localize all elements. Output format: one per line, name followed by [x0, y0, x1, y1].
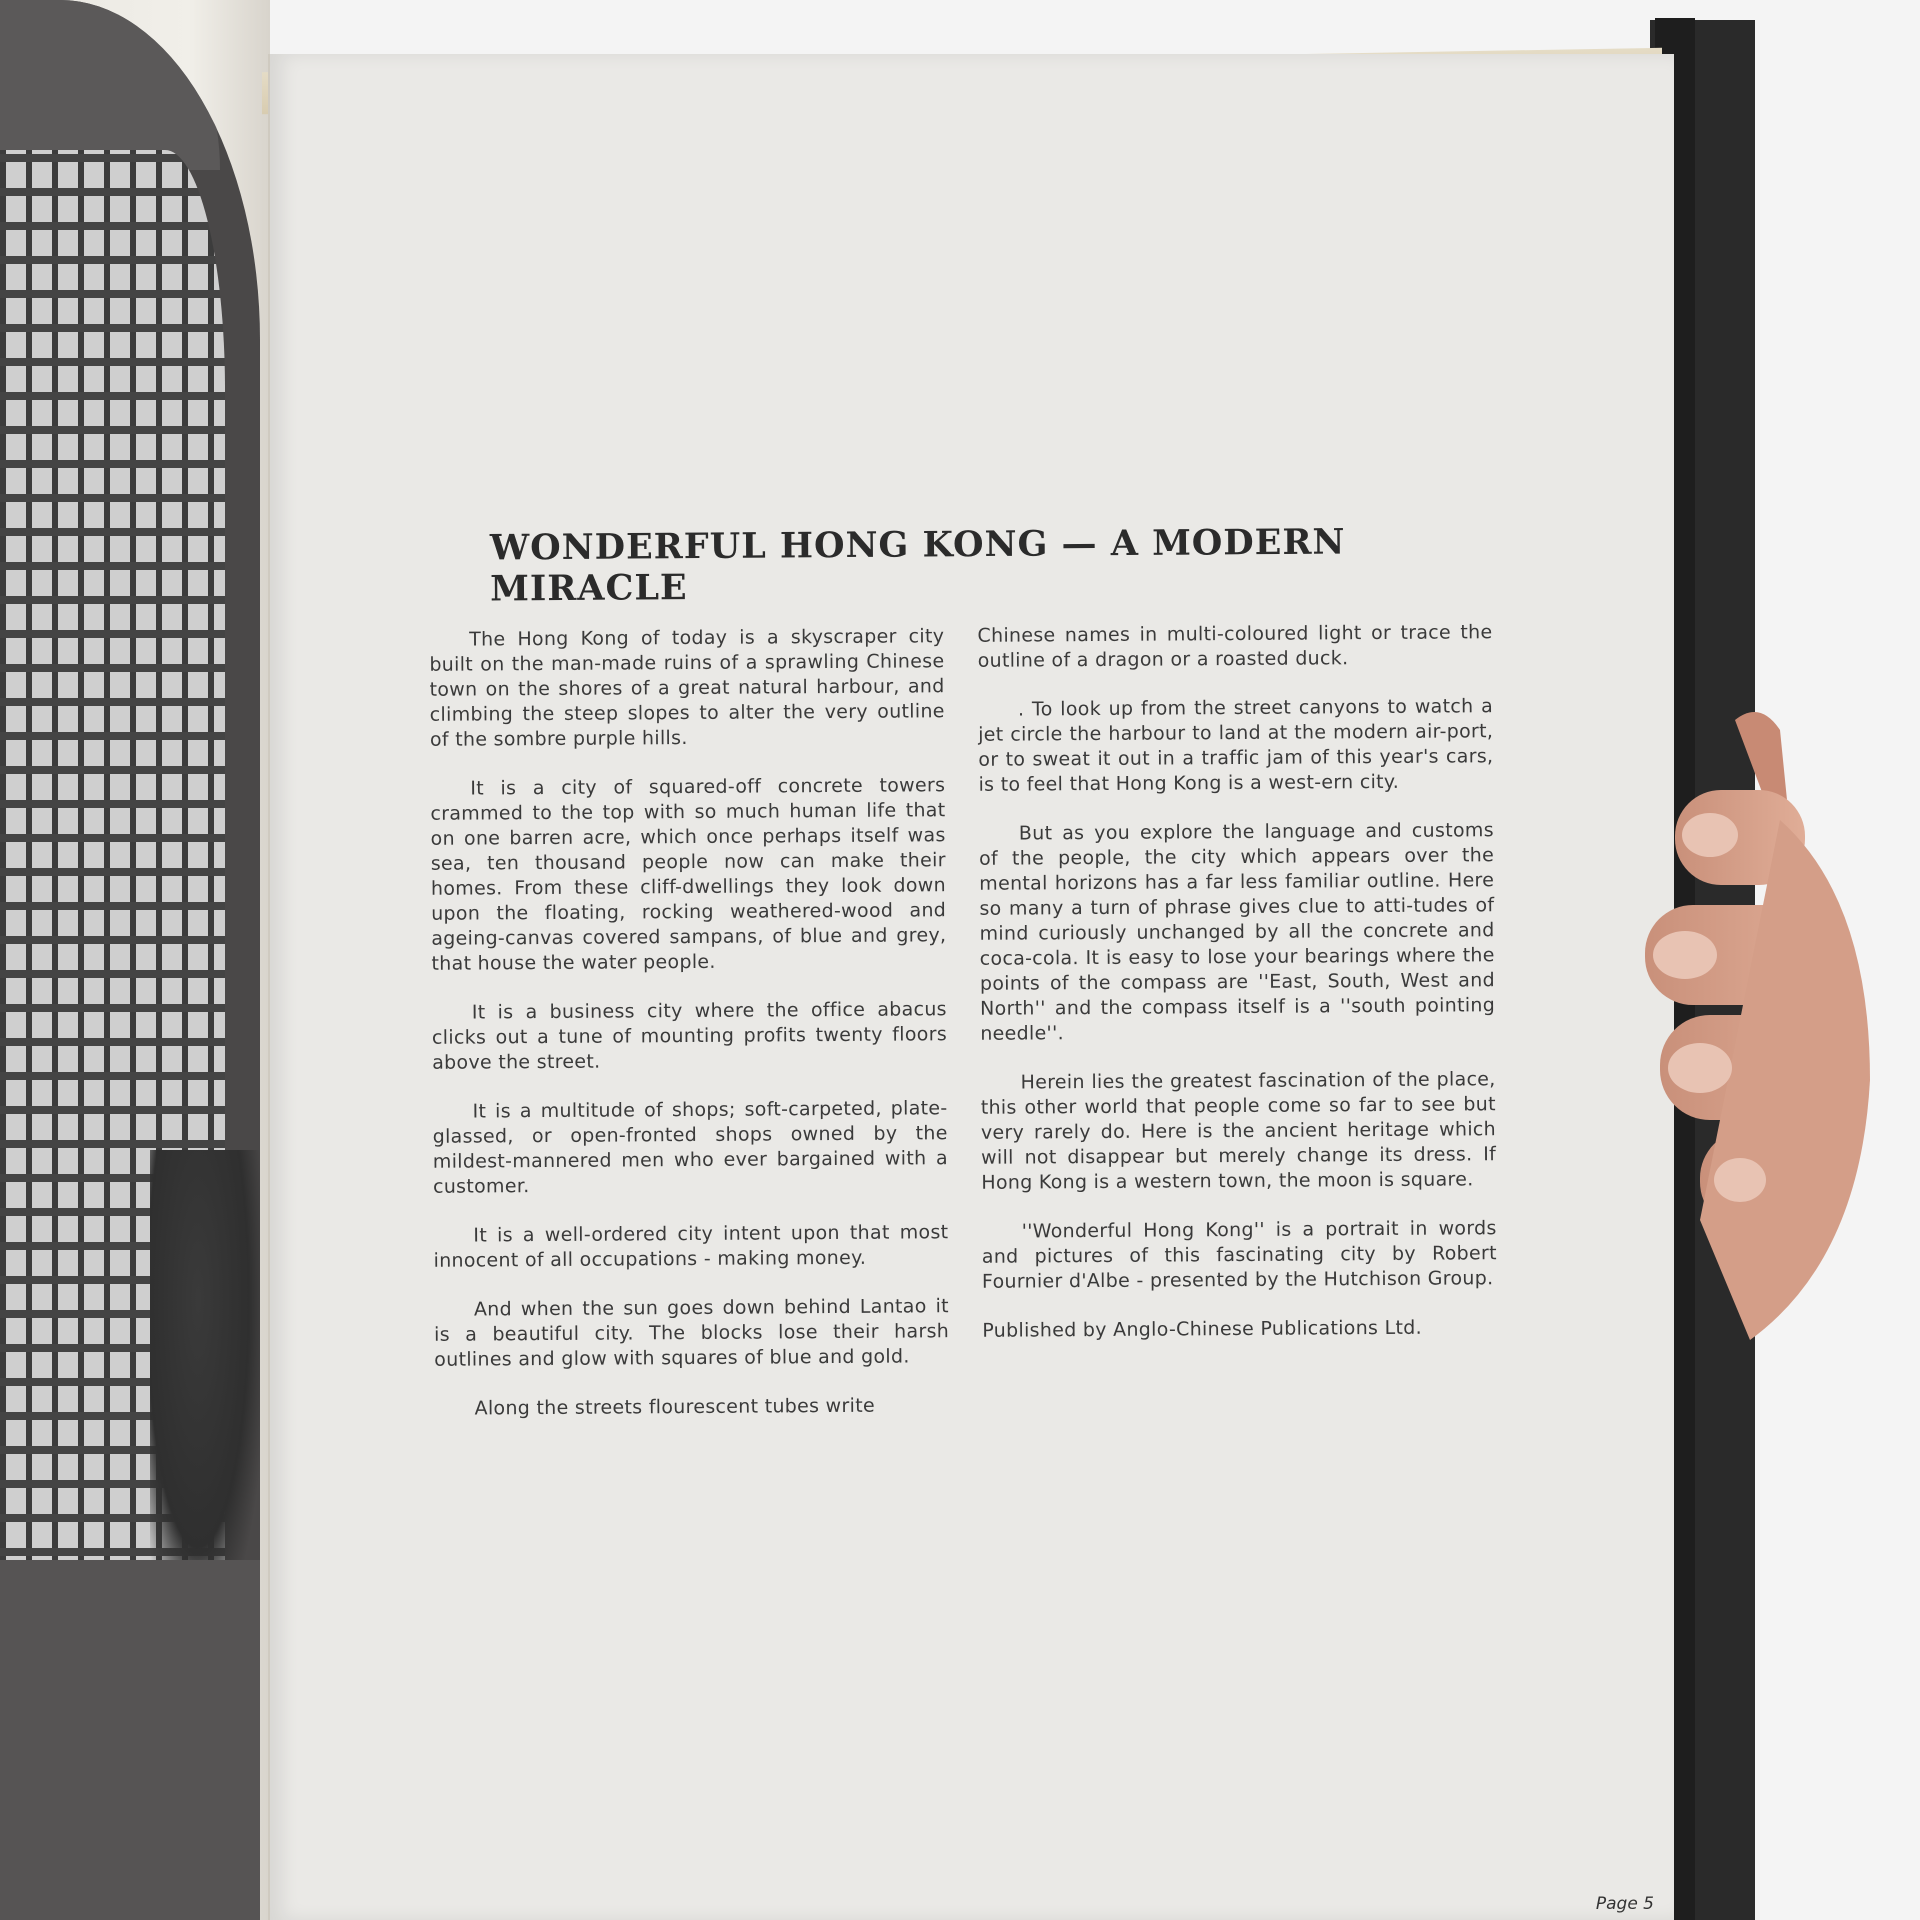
photo-sky: [0, 0, 220, 170]
right-page: [268, 54, 1674, 1920]
article-title: WONDERFUL HONG KONG — A MODERN MIRACLE: [489, 521, 1346, 610]
paragraph: It is a well-ordered city intent upon that most innocent of all occupations - making money.: [433, 1221, 949, 1272]
paragraph: . To look up from the street canyons to watch a jet circle the harbour to land at the modern air-port, or to sweat it out in a traffic jam of this year's cars, is to feel that Hong Kong is a west-ern city.: [978, 695, 1494, 796]
page-number: Page 5: [1595, 1894, 1654, 1914]
paragraph: And when the sun goes down behind Lantao it is a beautiful city. The blocks lose their harsh outlines and glow with squares of blue and gold.: [434, 1295, 950, 1371]
paragraph: Along the streets flourescent tubes write: [474, 1394, 875, 1420]
paragraph: ''Wonderful Hong Kong'' is a portrait in words and pictures of this fascinating city by Robert Fournier d'Albe - presented by the Hutchison Group.: [981, 1217, 1497, 1293]
right-text-column: [977, 620, 1497, 1368]
left-page: [0, 0, 270, 1920]
publisher-line: Published by Anglo-Chinese Publications Ltd.: [982, 1316, 1422, 1342]
building-photograph: [0, 0, 260, 1920]
paragraph: Herein lies the greatest fascination of the place, this other world that people come so far to see but very rarely do. Here is the ancient heritage which will not disappear but merely change its dress. If Hong Kong is a western town, the moon is square.: [980, 1068, 1497, 1194]
photo-ground: [0, 1560, 260, 1920]
paragraph: The Hong Kong of today is a skyscraper city built on the man-made ruins of a sprawling Chinese town on the shores of a great natural harbour, and climbing the steep slopes to alter the very outline of the sombre purple hills.: [429, 625, 945, 751]
hand-holding-book: [1640, 700, 1920, 1350]
paragraph: It is a multitude of shops; soft-carpeted, plate-glassed, or open-fronted shops owned by the mildest-mannered men who ever bargained with a customer.: [432, 1097, 948, 1198]
paragraph: Chinese names in multi-coloured light or trace the outline of a dragon or a roasted duck.: [977, 621, 1493, 672]
paragraph: It is a business city where the office abacus clicks out a tune of mounting profits twenty floors above the street.: [431, 998, 948, 1074]
paragraph: But as you explore the language and customs of the people, the city which appears over the mental horizons has a far less familiar outline. Here so many a turn of phrase gives clue to atti-tudes of mind curiously unchanged by all the concrete and coca-cola. It is easy to lose your bearings where the points of the compass are ''East, South, West and North'' and the compass itself is a ''south pointing needle''.: [978, 819, 1496, 1045]
paragraph: It is a city of squared-off concrete towers crammed to the top with so much human life that on one barren acre, which once perhaps itself was sea, ten thousand people now can make their homes. From these cliff-dwellings they look down upon the floating, rocking weathered-wood and ageing-canvas covered sampans, of blue and grey, that house the water people.: [430, 774, 947, 975]
left-text-column: [429, 624, 950, 1446]
